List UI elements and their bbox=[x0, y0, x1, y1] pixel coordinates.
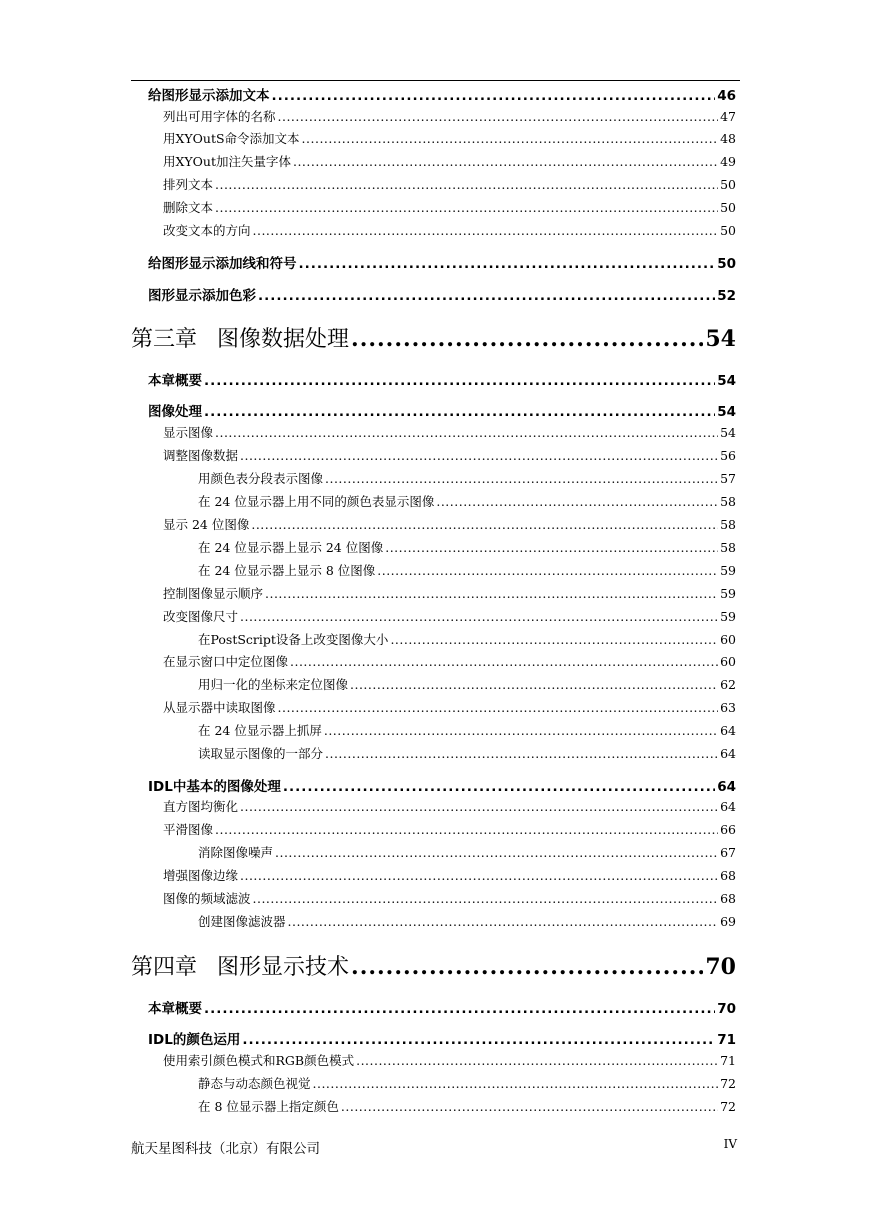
dot-leader bbox=[325, 746, 718, 761]
toc-entry bbox=[163, 820, 736, 838]
dot-leader bbox=[356, 1053, 718, 1068]
toc-page-number: 59 bbox=[720, 563, 736, 578]
dot-leader bbox=[265, 586, 718, 601]
toc-entry-title: 显示 24 位图像 bbox=[163, 517, 250, 532]
toc-entry-title: IDL的颜色运用 bbox=[148, 1032, 241, 1048]
toc-page-number: 46 bbox=[717, 88, 736, 104]
dot-leader bbox=[258, 288, 715, 304]
toc-page-number: 48 bbox=[720, 131, 736, 146]
toc-entry bbox=[163, 152, 736, 170]
toc-entry bbox=[148, 775, 736, 795]
dot-leader bbox=[377, 563, 718, 578]
dot-leader bbox=[324, 723, 718, 738]
toc-entry-title: 增强图像边缘 bbox=[163, 868, 239, 883]
toc-entry-title: 用XYOutS命令添加文本 bbox=[163, 131, 300, 146]
toc-entry-title: 创建图像滤波器 bbox=[198, 914, 286, 929]
toc-entry bbox=[148, 997, 736, 1017]
toc-page-number: 67 bbox=[720, 845, 736, 860]
toc-page-number: 63 bbox=[720, 700, 736, 715]
dot-leader bbox=[242, 1032, 715, 1048]
toc-page-number: 70 bbox=[705, 954, 736, 980]
dot-leader bbox=[240, 799, 718, 814]
toc-page-number: 60 bbox=[720, 654, 736, 669]
toc-entry-title: 改变图像尺寸 bbox=[163, 609, 239, 624]
toc-entry-title: 用颜色表分段表示图像 bbox=[198, 471, 324, 486]
toc-page-number: 50 bbox=[720, 177, 736, 192]
toc-page-number: 71 bbox=[717, 1032, 736, 1048]
toc-page-number: 57 bbox=[720, 471, 736, 486]
footer-company: 航天星图科技（北京）有限公司 bbox=[131, 1141, 320, 1157]
chapter-number: 第三章 bbox=[131, 327, 198, 352]
dot-leader bbox=[204, 373, 715, 389]
dot-leader bbox=[204, 1001, 715, 1017]
dot-leader bbox=[313, 1076, 719, 1091]
toc-entry-title bbox=[131, 950, 349, 981]
dot-leader bbox=[290, 654, 718, 669]
toc-page-number: 72 bbox=[720, 1099, 736, 1114]
toc-entry bbox=[198, 721, 736, 739]
toc-entry-title: 平滑图像 bbox=[163, 822, 214, 837]
toc-entry bbox=[163, 889, 736, 907]
toc-chapter-entry bbox=[131, 322, 736, 353]
toc-entry bbox=[163, 221, 736, 239]
toc-entry bbox=[198, 469, 736, 487]
dot-leader bbox=[253, 223, 719, 238]
toc-page-number: 58 bbox=[720, 517, 736, 532]
toc-entry-title: 消除图像噪声 bbox=[198, 845, 274, 860]
toc-entry-title: 给图形显示添加线和符号 bbox=[148, 256, 297, 272]
toc-page-number: 50 bbox=[720, 200, 736, 215]
toc-entry-title: 本章概要 bbox=[148, 373, 202, 389]
dot-leader bbox=[215, 200, 718, 215]
toc-page-number: 64 bbox=[720, 746, 736, 761]
dot-leader bbox=[293, 154, 718, 169]
dot-leader bbox=[283, 779, 715, 795]
toc-page-number: 50 bbox=[720, 223, 736, 238]
toc-entry bbox=[163, 1051, 736, 1069]
dot-leader bbox=[240, 448, 718, 463]
toc-entry-title: 在 24 位显示器上显示 8 位图像 bbox=[198, 563, 376, 578]
toc-entry-title: 列出可用字体的名称 bbox=[163, 109, 276, 124]
toc-entry-title bbox=[131, 322, 349, 353]
dot-leader bbox=[436, 494, 718, 509]
dot-leader bbox=[204, 404, 715, 420]
toc-entry bbox=[163, 175, 736, 193]
dot-leader bbox=[251, 517, 718, 532]
toc-entry bbox=[198, 1074, 736, 1092]
toc-entry bbox=[148, 84, 736, 104]
toc-entry bbox=[163, 515, 736, 533]
toc-page-number: 59 bbox=[720, 586, 736, 601]
dot-leader bbox=[350, 677, 718, 692]
toc-page-number: 62 bbox=[720, 677, 736, 692]
toc-page-number: 64 bbox=[720, 799, 736, 814]
toc-entry-title: 在PostScript设备上改变图像大小 bbox=[198, 632, 389, 647]
toc-chapter-entry bbox=[131, 950, 736, 981]
toc-entry bbox=[198, 912, 736, 930]
toc-entry-title: IDL中基本的图像处理 bbox=[148, 779, 281, 795]
toc-entry bbox=[163, 607, 736, 625]
toc-entry-title: 读取显示图像的一部分 bbox=[198, 746, 324, 761]
dot-leader bbox=[215, 822, 718, 837]
toc-page-number: 58 bbox=[720, 540, 736, 555]
toc-entry bbox=[198, 538, 736, 556]
toc-page-number: 58 bbox=[720, 494, 736, 509]
toc-entry bbox=[163, 698, 736, 716]
toc-entry-title: 控制图像显示顺序 bbox=[163, 586, 264, 601]
toc-page-number: 47 bbox=[720, 109, 736, 124]
dot-leader bbox=[278, 700, 719, 715]
toc-entry bbox=[148, 1028, 736, 1048]
dot-leader bbox=[288, 914, 719, 929]
toc-entry bbox=[163, 107, 736, 125]
toc-page-number: 59 bbox=[720, 609, 736, 624]
toc-entry bbox=[163, 866, 736, 884]
toc-entry bbox=[198, 744, 736, 762]
dot-leader bbox=[278, 109, 719, 124]
toc-entry-title: 删除文本 bbox=[163, 200, 214, 215]
toc-page-number: 64 bbox=[720, 723, 736, 738]
toc-entry-title: 直方图均衡化 bbox=[163, 799, 239, 814]
footer-page-number: IV bbox=[723, 1137, 737, 1151]
dot-leader bbox=[390, 632, 718, 647]
toc-entry bbox=[148, 400, 736, 420]
toc-entry bbox=[148, 369, 736, 389]
dot-leader bbox=[325, 471, 718, 486]
toc-page-number: 60 bbox=[720, 632, 736, 647]
toc-entry-title: 在 24 位显示器上显示 24 位图像 bbox=[198, 540, 384, 555]
toc-entry bbox=[148, 252, 736, 272]
chapter-title: 图像数据处理 bbox=[217, 327, 350, 352]
toc-entry bbox=[163, 652, 736, 670]
toc-page-number: 52 bbox=[717, 288, 736, 304]
dot-leader bbox=[302, 131, 719, 146]
toc-entry bbox=[163, 198, 736, 216]
toc-page-number: 70 bbox=[717, 1001, 736, 1017]
toc-entry bbox=[198, 561, 736, 579]
toc-page-number: 66 bbox=[720, 822, 736, 837]
dot-leader bbox=[272, 88, 716, 104]
toc-page-number: 56 bbox=[720, 448, 736, 463]
toc-entry-title: 用归一化的坐标来定位图像 bbox=[198, 677, 349, 692]
toc-entry-title: 静态与动态颜色视觉 bbox=[198, 1076, 311, 1091]
dot-leader bbox=[253, 891, 719, 906]
toc-entry-title: 给图形显示添加文本 bbox=[148, 88, 270, 104]
toc-page-number: 69 bbox=[720, 914, 736, 929]
dot-leader bbox=[351, 326, 703, 352]
toc-entry bbox=[198, 675, 736, 693]
dot-leader bbox=[275, 845, 718, 860]
toc-entry bbox=[148, 284, 736, 304]
toc-entry-title: 使用索引颜色模式和RGB颜色模式 bbox=[163, 1053, 355, 1068]
chapter-number: 第四章 bbox=[131, 955, 198, 980]
dot-leader bbox=[240, 609, 718, 624]
toc-entry-title: 显示图像 bbox=[163, 425, 214, 440]
toc-entry-title: 改变文本的方向 bbox=[163, 223, 251, 238]
dot-leader bbox=[215, 177, 718, 192]
toc-page-number: 68 bbox=[720, 891, 736, 906]
toc-entry bbox=[163, 797, 736, 815]
toc-entry bbox=[198, 630, 736, 648]
toc-page-number: 54 bbox=[705, 326, 736, 352]
chapter-title: 图形显示技术 bbox=[217, 955, 350, 980]
dot-leader bbox=[215, 425, 718, 440]
toc-entry bbox=[163, 129, 736, 147]
toc-entry-title: 在 24 位显示器上用不同的颜色表显示图像 bbox=[198, 494, 435, 509]
toc-page-number: 71 bbox=[720, 1053, 736, 1068]
dot-leader bbox=[341, 1099, 718, 1114]
toc-page-number: 54 bbox=[717, 404, 736, 420]
toc-entry-title: 图形显示添加色彩 bbox=[148, 288, 256, 304]
toc-page-number: 54 bbox=[717, 373, 736, 389]
dot-leader bbox=[351, 954, 703, 980]
toc-entry-title: 在 8 位显示器上指定颜色 bbox=[198, 1099, 339, 1114]
toc-entry bbox=[198, 492, 736, 510]
toc-entry-title: 本章概要 bbox=[148, 1001, 202, 1017]
toc-entry-title: 图像的频域滤波 bbox=[163, 891, 251, 906]
toc-entry-title: 在显示窗口中定位图像 bbox=[163, 654, 289, 669]
toc-entry-title: 在 24 位显示器上抓屏 bbox=[198, 723, 322, 738]
toc-entry-title: 排列文本 bbox=[163, 177, 214, 192]
toc-entry-title: 用XYOut加注矢量字体 bbox=[163, 154, 291, 169]
toc-page-number: 68 bbox=[720, 868, 736, 883]
dot-leader bbox=[240, 868, 718, 883]
toc-entry bbox=[163, 423, 736, 441]
toc-page-number: 72 bbox=[720, 1076, 736, 1091]
dot-leader bbox=[299, 256, 716, 272]
toc-page-number: 50 bbox=[717, 256, 736, 272]
toc-entry-title: 调整图像数据 bbox=[163, 448, 239, 463]
toc-entry bbox=[198, 1097, 736, 1115]
toc-entry-title: 图像处理 bbox=[148, 404, 202, 420]
toc-page-number: 49 bbox=[720, 154, 736, 169]
dot-leader bbox=[385, 540, 718, 555]
toc-entry bbox=[163, 584, 736, 602]
toc-entry bbox=[198, 843, 736, 861]
toc-page-number: 64 bbox=[717, 779, 736, 795]
toc-page-number: 54 bbox=[720, 425, 736, 440]
toc-entry bbox=[163, 446, 736, 464]
toc-entry-title: 从显示器中读取图像 bbox=[163, 700, 276, 715]
